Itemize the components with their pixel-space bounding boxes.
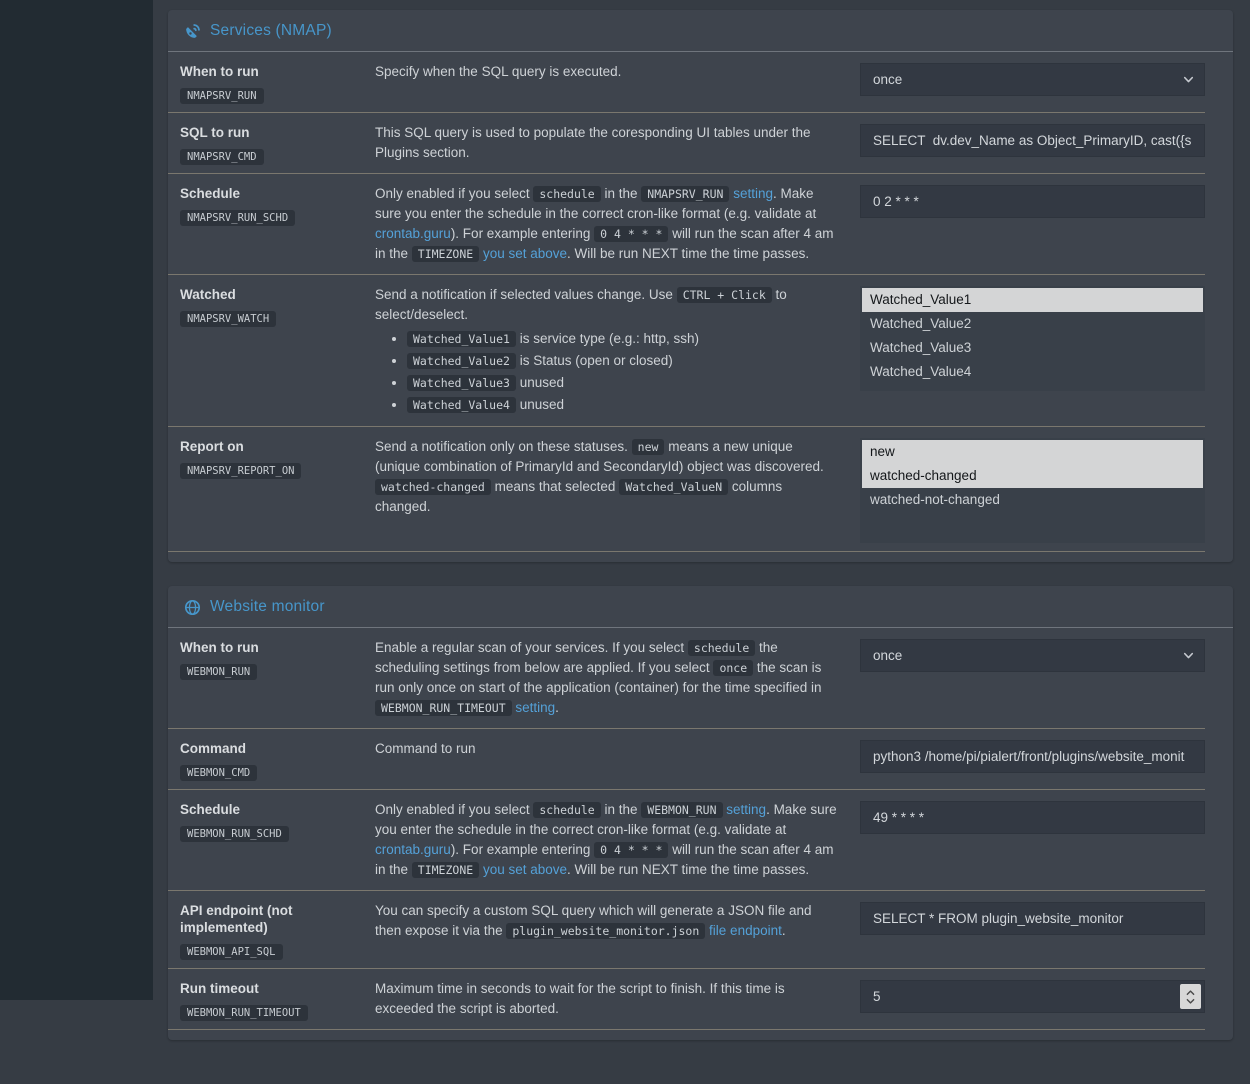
webmon-run-timeout-input-wrap [860,980,1205,1013]
inline-code: plugin_website_monitor.json [506,923,705,939]
description-text: Enable a regular scan of your services. If you select [375,640,688,655]
inline-link[interactable]: setting [726,802,767,817]
nmapsrv-watch-listbox[interactable] [860,286,1205,391]
webmon-run-timeout-input[interactable] [860,980,1205,1013]
setting-code-chip: WEBMON_RUN [180,664,257,680]
bullet-item [407,350,840,372]
description-text: Maximum time in seconds to wait for the script to finish. If this time is exceeded the script is aborted. [375,981,785,1016]
setting-code-chip: WEBMON_API_SQL [180,944,283,960]
inline-link[interactable]: setting [733,186,773,201]
main-content [153,0,1250,1084]
panel-title: Services (NMAP) [210,22,332,39]
description-text: columns changed. [375,479,783,514]
bullet-item [407,328,840,350]
inline-link[interactable]: crontab.guru [375,842,451,857]
description-bullets [375,328,840,416]
bullet-item [407,394,840,416]
description-text: Command to run [375,741,476,756]
setting-label: Run timeout [180,981,259,996]
webmon-run-select-wrap [860,639,1205,672]
setting-code-chip: NMAPSRV_REPORT_ON [180,463,301,479]
settings-panels [168,10,1233,1040]
inline-code: new [632,439,665,455]
panel-header [168,10,1233,52]
description-text: the scan is run only once on start of the application (container) for the time specified in [375,660,822,695]
setting-description [375,182,860,266]
setting-label-cell [180,977,375,1021]
setting-description [375,977,860,1021]
setting-row-nmapsrv-run-schd [168,174,1205,275]
listbox-option-watched-value4[interactable]: Watched_Value4 [870,364,972,379]
setting-description [375,435,860,519]
webmon-run-schd-input-wrap [860,801,1205,834]
setting-row-nmapsrv-cmd [168,113,1205,174]
description-text: means a new unique (unique combination of PrimaryId and SecondaryId) object was discovered. [375,439,824,474]
description-text: is Status (open or closed) [515,353,673,368]
inline-code: schedule [533,186,600,202]
setting-row-webmon-cmd [168,729,1205,790]
listbox-option-watched-value2[interactable]: Watched_Value2 [870,316,972,331]
description-text: You can specify a custom SQL query which will generate a JSON file and then expose it via the [375,903,812,938]
description-text: This SQL query is used to populate the coresponding UI tables under the Plugins section. [375,125,811,160]
nmapsrv-run-schd-input[interactable] [860,185,1205,218]
spinner-up-button[interactable] [1185,988,1196,997]
panel-title: Website monitor [210,598,325,615]
inline-code: TIMEZONE [412,862,479,878]
setting-row-webmon-api-sql [168,891,1205,969]
panel-header [168,586,1233,628]
satellite-dish-icon [184,23,201,40]
setting-label: Watched [180,287,236,302]
setting-control [860,798,1205,834]
setting-control [860,121,1205,157]
setting-code-chip: NMAPSRV_CMD [180,149,264,165]
setting-label: Command [180,741,247,756]
listbox-option-watched-value3[interactable]: Watched_Value3 [870,340,972,355]
inline-link[interactable]: you set above [482,862,567,877]
setting-row-webmon-run [168,628,1205,729]
description-text: Send a notification if selected values change. Use [375,287,677,302]
setting-label-cell [180,636,375,680]
inline-code: watched-changed [375,479,491,495]
listbox-option-watched-changed[interactable]: watched-changed [862,464,1203,488]
setting-description [375,636,860,720]
inline-link[interactable]: you set above [482,246,567,261]
inline-code: once [713,660,753,676]
inline-link[interactable]: crontab.guru [375,226,451,241]
setting-description [375,60,860,84]
description-text: . Make sure you enter the schedule in the correct cron-like format (e.g. validate at [375,186,817,221]
description-text: Only enabled if you select [375,802,534,817]
nmapsrv-run-select-wrap [860,63,1205,96]
setting-code-chip: WEBMON_RUN_SCHD [180,826,289,842]
setting-code-chip: NMAPSRV_WATCH [180,311,276,327]
setting-description [375,737,860,761]
setting-control [860,636,1205,672]
inline-code: Watched_Value4 [407,397,516,413]
description-text: in the [600,802,642,817]
description-text: . Will be run NEXT time the time passes. [567,862,810,877]
webmon-api-sql-input[interactable] [860,902,1205,935]
setting-control [860,60,1205,96]
setting-row-nmapsrv-run [168,52,1205,113]
setting-label-cell [180,121,375,165]
globe-icon [184,599,201,616]
description-text: means that selected [490,479,620,494]
setting-code-chip: WEBMON_CMD [180,765,257,781]
setting-label-cell [180,435,375,479]
description-text: Specify when the SQL query is executed. [375,64,622,79]
setting-row-nmapsrv-report-on [168,427,1205,552]
inline-code: WEBMON_RUN [641,802,722,818]
description-text: . Make sure you enter the schedule in the correct cron-like format (e.g. validate at [375,802,837,837]
settings-rows [168,52,1233,562]
inline-code: schedule [688,640,755,656]
inline-code: TIMEZONE [412,246,479,262]
inline-code: Watched_Value2 [407,353,516,369]
inline-link[interactable]: setting [515,700,556,715]
setting-description [375,798,860,882]
description-text: . [781,923,786,938]
description-text: to select/deselect. [375,287,787,322]
inline-code: WEBMON_RUN_TIMEOUT [375,700,512,716]
setting-control [860,899,1205,935]
nmapsrv-cmd-input[interactable] [860,124,1205,157]
inline-code: 0 4 * * * [594,226,668,242]
setting-control [860,435,1205,543]
setting-label-cell [180,182,375,226]
inline-code: Watched_Value1 [407,331,516,347]
setting-description [375,283,860,418]
nmapsrv-run-schd-input-wrap [860,185,1205,218]
setting-label: Report on [180,439,244,454]
setting-control [860,283,1205,391]
description-text: will run the scan after 4 am in the [375,842,834,877]
settings-rows [168,628,1233,1040]
setting-label: When to run [180,640,259,655]
description-text: will run the scan after 4 am in the [375,226,834,261]
description-text: . [555,700,559,715]
nmapsrv-report-on-listbox[interactable] [860,438,1205,543]
bullet-item [407,372,840,394]
listbox-option-new[interactable]: new [862,440,1203,464]
setting-label-cell [180,798,375,842]
setting-label-cell [180,283,375,327]
sidebar [0,0,153,1000]
description-text: . Will be run NEXT time the time passes. [567,246,810,261]
setting-label: When to run [180,64,259,79]
setting-code-chip: NMAPSRV_RUN_SCHD [180,210,295,226]
setting-label-cell [180,737,375,781]
setting-label-cell [180,60,375,104]
inline-code: Watched_Value3 [407,375,516,391]
listbox-option-watched-not-changed[interactable]: watched-not-changed [870,492,1000,507]
setting-code-chip: NMAPSRV_RUN [180,88,264,104]
nmapsrv-run-select[interactable] [860,63,1205,96]
webmon-run-schd-input[interactable] [860,801,1205,834]
setting-label: Schedule [180,802,241,817]
description-text: unused [515,375,564,390]
inline-link[interactable]: file endpoint [709,923,782,938]
setting-label: Schedule [180,186,241,201]
setting-description [375,899,860,943]
setting-row-nmapsrv-watch [168,275,1205,427]
inline-code: schedule [533,802,600,818]
nmapsrv-cmd-input-wrap [860,124,1205,157]
spinner-down-button[interactable] [1185,997,1196,1006]
description-text: is service type (e.g.: http, ssh) [515,331,700,346]
panel-services-nmap [168,10,1233,562]
setting-control [860,737,1205,773]
panel-website-monitor [168,586,1233,1040]
inline-code: NMAPSRV_RUN [641,186,729,202]
description-text: unused [515,397,564,412]
description-text: ). For example entering [450,842,595,857]
inline-code: 0 4 * * * [594,842,668,858]
description-text: ). For example entering [450,226,595,241]
webmon-api-sql-input-wrap [860,902,1205,935]
setting-row-webmon-run-schd [168,790,1205,891]
setting-label: API endpoint (not implemented) [180,903,293,935]
listbox-option-watched-value1[interactable]: Watched_Value1 [862,288,1203,312]
inline-code: Watched_ValueN [619,479,728,495]
description-text: in the [600,186,642,201]
number-spinner[interactable] [1180,984,1201,1009]
description-text: the scheduling settings from below are applied. If you select [375,640,778,675]
inline-code: CTRL + Click [677,287,772,303]
setting-label: SQL to run [180,125,250,140]
webmon-cmd-input[interactable] [860,740,1205,773]
setting-control [860,977,1205,1013]
setting-control [860,182,1205,218]
setting-description [375,121,860,165]
webmon-cmd-input-wrap [860,740,1205,773]
description-text: Only enabled if you select [375,186,534,201]
setting-code-chip: WEBMON_RUN_TIMEOUT [180,1005,308,1021]
webmon-run-select[interactable] [860,639,1205,672]
setting-label-cell [180,899,375,960]
description-text: Send a notification only on these statuses. [375,439,632,454]
